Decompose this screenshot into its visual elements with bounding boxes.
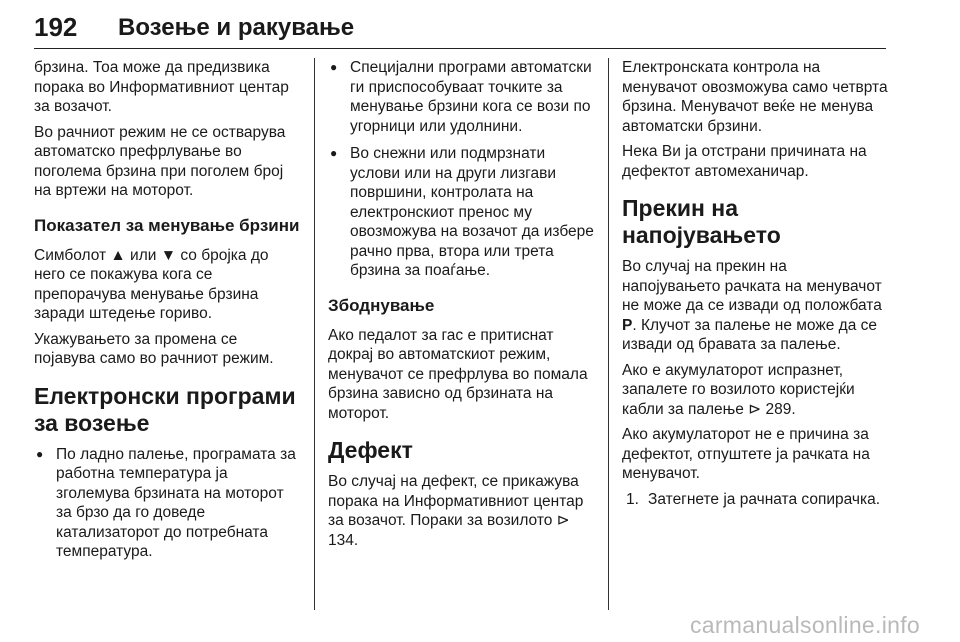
bullet-item: ● Специјални програми автоматски ги приспособуваат точките за менување брзини кога се вози по угорници или удолнини. [328, 58, 594, 136]
paragraph-text: Во случај на прекин на напојувањето рачката на менувачот не може да се извади од положбата [622, 258, 882, 314]
column-divider [608, 58, 609, 610]
paragraph: Во случај на дефект, се прикажува порака на Информативниот центар за возачот. Пораки за возилото ⊳ 134. [328, 473, 584, 549]
gear-position-label: P [622, 316, 633, 334]
chapter-title: Возење и ракување [118, 14, 355, 41]
step-number: 1. [626, 490, 639, 508]
column-2 [328, 58, 594, 556]
paragraph: Нека Ви ја отстрани причината на дефектот автомеханичар. [622, 143, 867, 180]
paragraph: Ако акумулаторот не е причина за дефектот, отпуштете ја рачката на менувачот. [622, 426, 870, 482]
section-heading: Збоднување [328, 295, 435, 315]
paragraph: Ако е акумулаторот испразнет, запалете го возилото користејќи кабли за палење ⊳ 289. [622, 361, 855, 418]
paragraph: Укажувањето за промена се појавува само во рачниот режим. [34, 330, 274, 367]
watermark: carmanualsonline.info [689, 612, 920, 638]
column-divider [314, 58, 315, 610]
page-number: 192 [34, 12, 78, 42]
page-header [34, 6, 886, 49]
paragraph: Симболот ▲ или ▼ со бројка до него се покажува кога се препорачува менување брзина заради штедење гориво. [34, 246, 269, 322]
paragraph-text: . Клучот за палење не може да се извади од бравата за палење. [622, 316, 877, 353]
paragraph [622, 257, 888, 355]
paragraph: Ако педалот за гас е притиснат докрај во автоматскиот режим, менувачот се префрлува во помала брзина зависно од брзината на моторот. [328, 326, 588, 422]
section-heading: Прекин на напојувањето [622, 195, 781, 248]
section-heading: Електронски програми за возење [34, 382, 296, 436]
column-3 [622, 58, 888, 509]
numbered-step [626, 490, 888, 510]
step-text: Затегнете ја рачната сопирачка. [648, 490, 881, 508]
section-heading: Дефект [328, 437, 413, 463]
column-1 [34, 58, 300, 570]
paragraph: Електронската контрола на менувачот овозможува само четврта брзина. Менувачот веќе не менува автоматски брзини. [622, 59, 888, 135]
bullet-item: ● Во снежни или подмрзнати услови или на други лизгави површини, контролата на електронскиот пренос му овозможува на возачот да избере рачно прва, втора или трета брзина за поаѓање. [328, 144, 594, 281]
paragraph: Во рачниот режим не се остварува автоматско префрлување во поголема брзина при поголем број на вртежи на моторот. [34, 123, 286, 199]
section-heading: Показател за менување брзини [34, 215, 300, 235]
paragraph: брзина. Тоа може да предизвика порака во Информативниот центар за возачот. [34, 59, 289, 115]
bullet-item: ● По ладно палење, програмата за работна температура ја зголемува брзината на моторот за брзо да го доведе катализаторот до потребната температура. [34, 445, 300, 562]
